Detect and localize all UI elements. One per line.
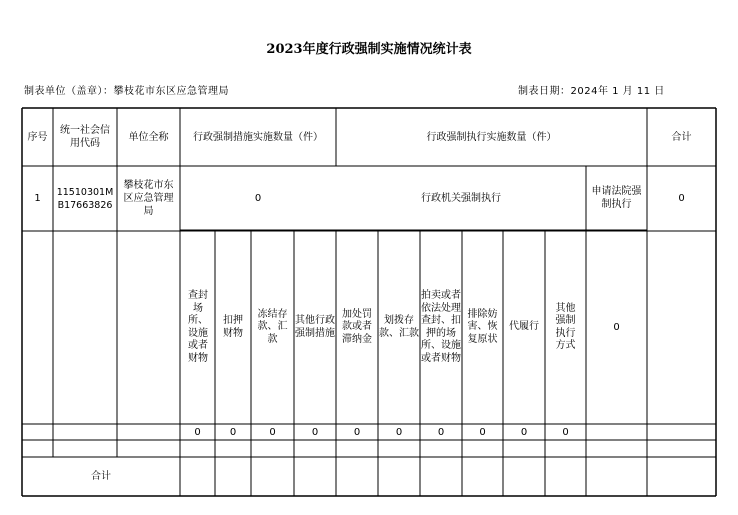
row-measures-total: 0	[254, 192, 262, 204]
header-other-measures: 其他行政强制措施	[295, 315, 335, 339]
header-remove: 排除妨害、恢复原状	[467, 308, 498, 345]
header-seq: 序号	[27, 131, 48, 143]
row-unit-name: 攀枝花市东区应急管理局	[123, 180, 174, 217]
value-cell: 0	[353, 426, 361, 438]
unit-label: 制表单位（盖章）：攀枝花市东区应急管理局	[24, 86, 229, 97]
header-auction: 拍卖或者依法处理查封、扣押的场所、设施或者财物	[421, 290, 461, 364]
value-cell: 0	[311, 426, 319, 438]
value-cell: 0	[562, 426, 569, 438]
header-seal: 查封场所、设施或者财物	[188, 290, 208, 364]
value-cell: 0	[269, 426, 276, 438]
row-seq: 1	[34, 193, 41, 204]
header-late-fee: 加处罚款或者滞纳金	[342, 308, 372, 345]
value-cell: 0	[479, 426, 486, 438]
header-court-execution: 申请法院强制执行	[591, 186, 642, 210]
value-cell: 0	[395, 426, 403, 438]
footer-total-label: 合计	[91, 471, 111, 482]
header-unit-name: 单位全称	[128, 131, 169, 143]
value-cell: 0	[520, 426, 528, 438]
header-transfer: 划拨存款、汇款	[379, 315, 419, 339]
header-substitute: 代履行	[509, 321, 539, 333]
header-detain: 扣押财物	[223, 315, 243, 339]
header-other-execution: 其他强制执行方式	[555, 302, 576, 351]
header-total: 合计	[671, 131, 692, 143]
header-credit-code: 统一社会信用代码	[60, 125, 110, 149]
date-label: 制表日期：2024年 1 月 11 日	[518, 86, 665, 97]
row-total: 0	[678, 193, 685, 204]
header-measures: 行政强制措施实施数量（件）	[193, 131, 323, 143]
row-other-execution-value: 0	[613, 322, 620, 333]
header-execution: 行政强制执行实施数量（件）	[426, 131, 557, 143]
header-freeze: 冻结存款、汇款	[257, 308, 288, 345]
value-cell: 0	[437, 426, 445, 438]
header-admin-execution: 行政机关强制执行	[421, 192, 501, 204]
value-cell: 0	[229, 426, 237, 438]
page-title: 2023年度行政强制实施情况统计表	[266, 42, 472, 57]
row-credit-code: 11510301MB17663826	[56, 186, 114, 211]
value-cell: 0	[194, 426, 201, 438]
